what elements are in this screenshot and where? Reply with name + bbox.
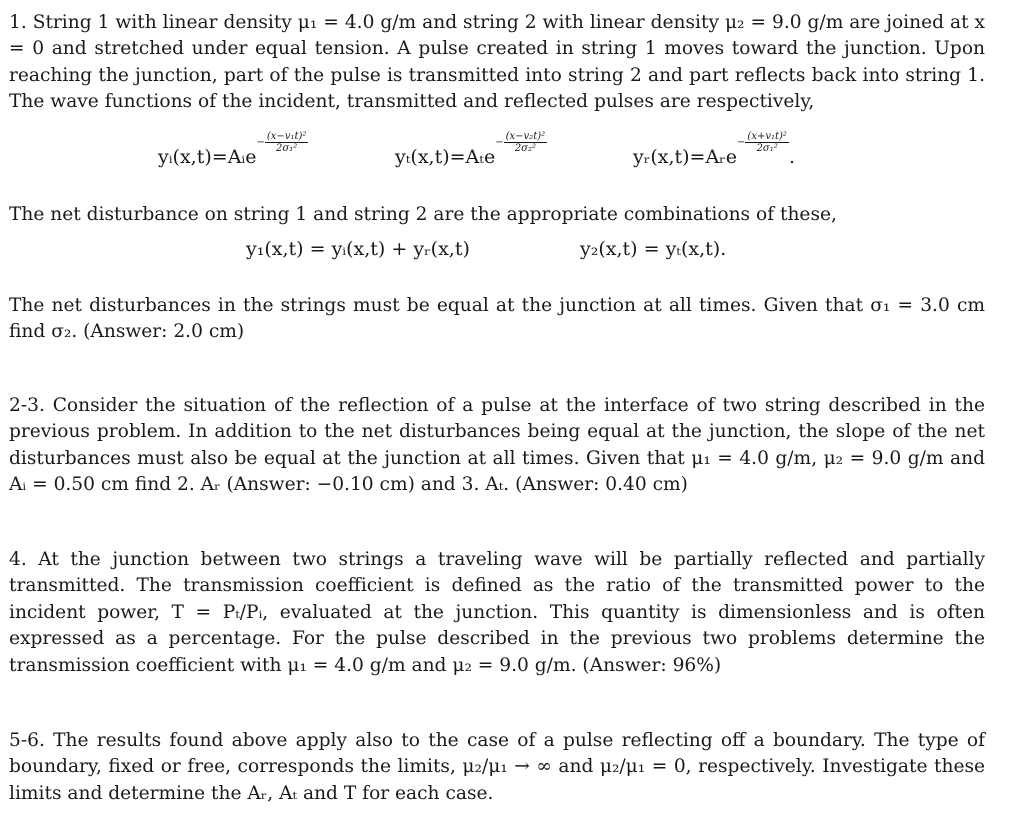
wave-functions-equation [0,131,1024,180]
incident-exponent-numerator: (x−v₁t)² [266,131,307,142]
reflected-wave-base: yᵣ(x,t)=Aᵣe [633,146,738,168]
transmitted-exponent-denominator: 2σ₂² [514,143,536,154]
problem-1-question: The net disturbances in the strings must be equal at the junction at all times. Given that σ₁ = 3.0 cm find σ₂. (Answer: 2.0 cm) [9,294,985,343]
problem-1-intro: 1. String 1 with linear density μ₁ = 4.0 g/m and string 2 with linear density μ₂ = 9.0 g/m are joined at x = 0 and stretched under equal tension. A pulse created in string 1 moves toward the junction. Upon reaching the junction, part of the pulse is transmitted into string 2 and part reflects back into string 1. The wave functions of the incident, transmitted and reflected pulses are respectively, [9,11,985,113]
transmitted-wave-equation: yₜ(x,t)=Aₜe− $\frac{\text{(x−v₂t)²}}{\text{2σ₂²}}$ [395,131,546,168]
problem-2-3: 2-3. Consider the situation of the reflection of a pulse at the interface of two string described in the previous problem. In addition to the net disturbances being equal at the junction, the slope of the net disturbances must also be equal at the junction at all times. Given that μ₁ = 4.0 g/m, μ₂ = 9.0 g/m and Aᵢ = 0.50 cm find 2. Aᵣ (Answer: −0.10 cm) and 3. Aₜ. (Answer: 0.40 cm) [9,394,985,496]
incident-wave-base: yᵢ(x,t)=Aᵢe [158,146,257,168]
reflected-exponent-denominator: 2σ₁² [756,143,778,154]
incident-wave-equation: yᵢ(x,t)=Aᵢe− $\frac{\text{(x−v₁t)²}}{\text{2σ₁²}}$ [158,131,307,168]
net-disturbance-equations [0,238,1024,264]
net-disturbance-intro: The net disturbance on string 1 and string 2 are the appropriate combinations of these, [9,203,837,225]
reflected-wave-equation: yᵣ(x,t)=Aᵣe− $\frac{\text{(x+v₁t)²}}{\text{2σ₁²}}$ . [633,131,795,168]
problem-5-6: 5-6. The results found above apply also to the case of a pulse reflecting off a boundary. The type of boundary, fixed or free, corresponds the limits, μ₂/μ₁ → ∞ and μ₂/μ₁ = 0, respectively. Investigate these limits and determine the Aᵣ, Aₜ and T for each case. [9,729,985,804]
transmitted-wave-base: yₜ(x,t)=Aₜe [395,146,496,168]
transmitted-exponent-numerator: (x−v₂t)² [505,131,546,142]
string1-net-equation: y₁(x,t) = yᵢ(x,t) + yᵣ(x,t) [246,238,470,260]
reflected-exponent-numerator: (x+v₁t)² [747,131,787,142]
string2-net-equation: y₂(x,t) = yₜ(x,t). [580,238,727,260]
incident-exponent-denominator: 2σ₁² [276,143,298,154]
problem-4: 4. At the junction between two strings a traveling wave will be partially reflected and partially transmitted. The transmission coefficient is defined as the ratio of the transmitted power to the incident power, T = Pₜ/Pᵢ, evaluated at the junction. This quantity is dimensionless and is often expressed as a percentage. For the pulse described in the previous two problems determine the transmission coefficient with μ₁ = 4.0 g/m and μ₂ = 9.0 g/m. (Answer: 96%) [9,548,985,676]
